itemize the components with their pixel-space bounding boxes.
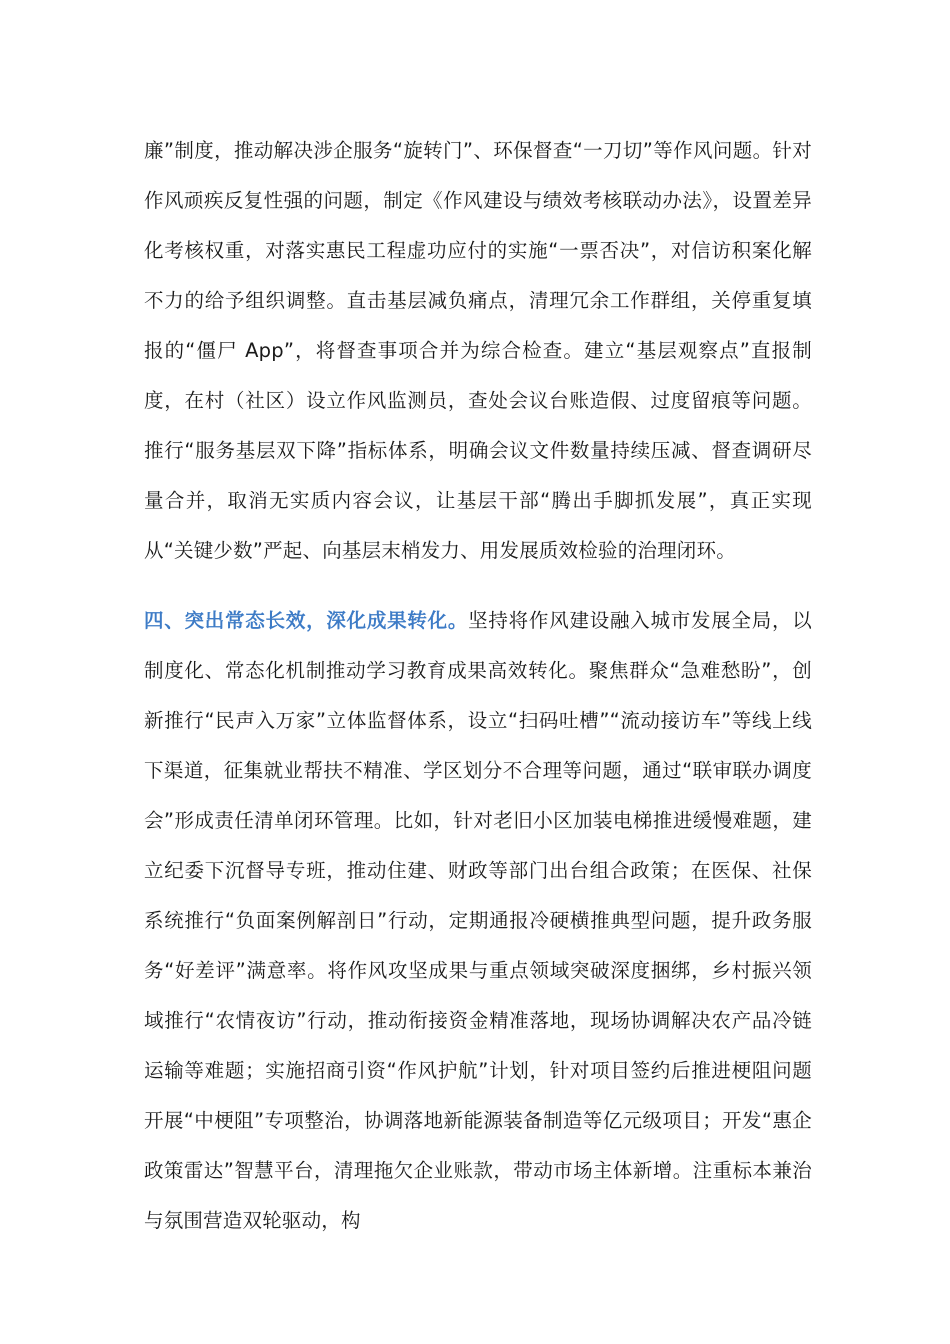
section-body-text: 坚持将作风建设融入城市发展全局，以制度化、常态化机制推动学习教育成果高效转化。聚焦群众“急难愁盼”，创新推行“民声入万家”立体监督体系，设立“扫码吐槽”“流动接访车”等线上线下渠道，征集就业帮扶不精准、学区划分不合理等问题，通过“联审联办调度会”形成责任清单闭环管理。比如，针对老旧小区加装电梯推进缓慢难题，建立纪委下沉督导专班，推动住建、财政等部门出台组合政策；在医保、社保系统推行“负面案例解剖日”行动，定期通报冷硬横推典型问题，提升政务服务“好差评”满意率。将作风攻坚成果与重点领域突破深度捆绑，乡村振兴领域推行“农情夜访”行动，推动衔接资金精准落地，现场协调解决农产品冷链运输等难题；实施招商引资“作风护航”计划，针对项目签约后推进梗阻问题开展“中梗阻”专项整治，协调落地新能源装备制造等亿元级项目；开发“惠企政策雷达”智慧平台，清理拖欠企业账款，带动市场主体新增。注重标本兼治与氛围营造双轮驱动，构 xyxy=(144,609,813,1232)
section-heading: 四、突出常态长效，深化成果转化。 xyxy=(144,609,469,632)
body-paragraph: 廉”制度，推动解决涉企服务“旋转门”、环保督查“一刀切”等作风问题。针对作风顽疾反复性强的问题，制定《作风建设与绩效考核联动办法》，设置差异化考核权重，对落实惠民工程虚功应付的实施“一票否决”，对信访积案化解不力的给予组织调整。直击基层减负痛点，清理冗余工作群组，关停重复填报的“僵尸 App”，将督查事项合并为综合检查。建立“基层观察点”直报制度，在村（社区）设立作风监测员，查处会议台账造假、过度留痕等问题。推行“服务基层双下降”指标体系，明确会议文件数量持续压减、督查调研尽量合并，取消无实质内容会议，让基层干部“腾出手脚抓发展”，真正实现从“关键少数”严起、向基层末梢发力、用发展质效检验的治理闭环。 xyxy=(144,139,812,562)
section-paragraph xyxy=(144,596,812,1246)
